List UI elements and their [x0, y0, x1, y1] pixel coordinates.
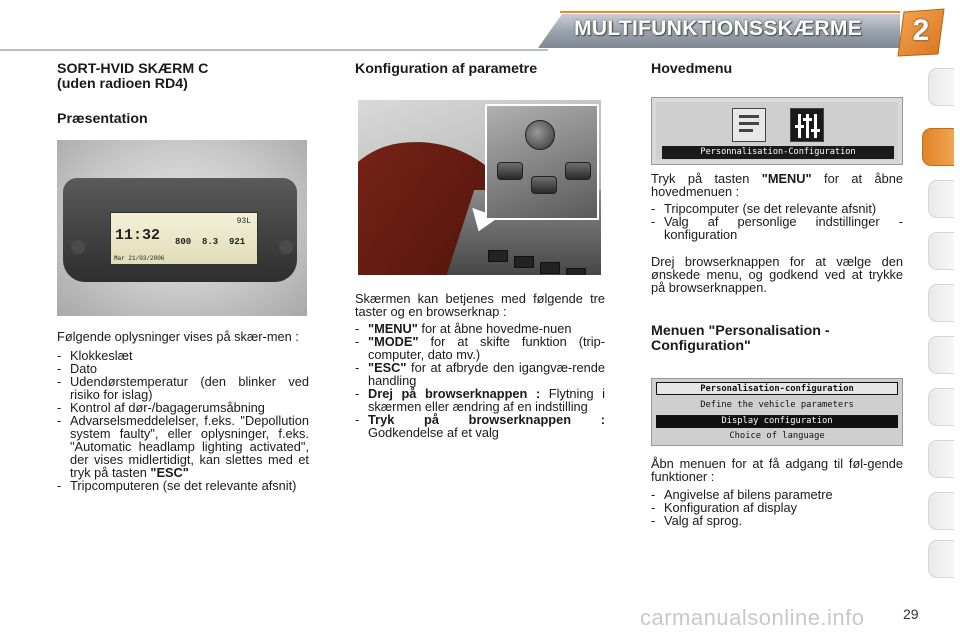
main-menu-turn-text: Drej browserknappen for at vælge den ønskede menu, og godkend ved at trykke på browserknappen. [651, 254, 903, 295]
list-item: - Udendørstemperatur (den blinker ved risiko for islag) [57, 375, 309, 401]
chapter-tab-8[interactable] [928, 440, 954, 478]
dashboard-left-knob [71, 240, 85, 254]
menu-button-icon [497, 162, 523, 180]
browser-knob-icon [525, 120, 555, 150]
control-buttons-photo [358, 100, 601, 275]
watermark-text: carmanualsonline.info [640, 605, 865, 630]
chapter-tab-6[interactable] [928, 336, 954, 374]
list-item: - "MENU" for at åbne hovedme-nuen [355, 322, 605, 335]
chapter-title: MULTIFUNKTIONSSKÆRME [574, 17, 862, 40]
console-switch [540, 262, 560, 274]
personalisation-list [651, 488, 903, 527]
lcd-config-title: Personalisation-configuration [656, 382, 898, 395]
presentation-list [57, 349, 309, 492]
personalisation-menu-icon [790, 108, 824, 142]
lcd-clock: 11:32 [115, 227, 161, 244]
subheading-presentation: Præsentation [57, 111, 148, 127]
esc-button-icon [565, 162, 591, 180]
presentation-intro: Følgende oplysninger vises på skær-men : [57, 329, 299, 344]
main-menu-caption: Personnalisation-Configuration [662, 146, 894, 159]
page-header [0, 0, 960, 60]
chapter-tab-2-active[interactable] [922, 128, 954, 166]
column-personalisation-body [651, 457, 903, 527]
list-item: - Dato [57, 362, 309, 375]
column-configuration [355, 62, 605, 77]
chapter-tabs [928, 68, 960, 578]
dashboard-lcd [110, 212, 258, 265]
control-buttons-closeup [485, 104, 599, 220]
column-main-menu-body [651, 172, 903, 354]
section-heading-main-menu: Hovedmenu [651, 61, 733, 77]
lcd-config-row: Define the vehicle parameters [700, 400, 854, 410]
list-item: - Valg af personlige indstillinger - konfiguration [651, 215, 903, 241]
lcd-config-row: Choice of language [729, 431, 825, 441]
mode-button-icon [531, 176, 557, 194]
main-menu-press-text: Tryk på tasten "MENU" for at åbne hovedmenuen : [651, 171, 903, 199]
column-configuration-body [355, 292, 605, 439]
chapter-tab-1[interactable] [928, 68, 954, 106]
list-item: - Drej på browserknappen : Flytning i skærmen eller ændring af en indstilling [355, 387, 605, 413]
column-screen-c [57, 62, 309, 127]
list-item: - Tryk på browserknappen : Godkendelse af et valg [355, 413, 605, 439]
trip-computer-menu-icon [732, 108, 766, 142]
console-switch [514, 256, 534, 268]
section-heading-screen-c: SORT-HVID SKÆRM C (uden radioen RD4) [57, 61, 209, 92]
list-item: - Tripcomputeren (se det relevante afsnit) [57, 479, 309, 492]
section-heading-configuration: Konfiguration af parametre [355, 61, 538, 77]
list-item: - Tripcomputer (se det relevante afsnit) [651, 202, 903, 215]
list-item: - Angivelse af bilens parametre [651, 488, 903, 501]
chapter-tab-10[interactable] [928, 540, 954, 578]
column-screen-c-body [57, 330, 309, 492]
list-item: - Klokkeslæt [57, 349, 309, 362]
console-switch [566, 268, 586, 275]
dashboard-display-photo [57, 140, 307, 316]
list-item: - Advarselsmeddelelser, f.eks. "Depollution system faulty", eller oplysninger, f.eks. "Automatic headlamp lighting activated", der vises midlertidigt, kan slettes med et tryk på tasten "ESC" [57, 414, 309, 479]
console-switch [488, 250, 508, 262]
chapter-tab-7[interactable] [928, 388, 954, 426]
main-menu-lcd-screen [656, 102, 898, 160]
lcd-trip-values: 800 8.3 921 [175, 237, 246, 247]
section-heading-personalisation: Menuen "Personalisation - Configuration" [651, 323, 830, 354]
dashboard-right-knob [279, 240, 293, 254]
page-number: 29 [903, 606, 919, 622]
main-menu-list [651, 202, 903, 241]
configuration-list [355, 322, 605, 439]
main-menu-lcd [651, 97, 903, 165]
list-item: - Valg af sprog. [651, 514, 903, 527]
chapter-tab-5[interactable] [928, 284, 954, 322]
configuration-intro: Skærmen kan betjenes med følgende tre taster og en browserknap : [355, 291, 605, 319]
chapter-number-badge: 2 [912, 14, 930, 47]
lcd-date: Mar 21/03/2006 [114, 255, 165, 262]
list-item: - "ESC" for at afbryde den igangvæ-rende handling [355, 361, 605, 387]
chapter-tab-4[interactable] [928, 232, 954, 270]
list-item: - Kontrol af dør-/bagagerumsåbning [57, 401, 309, 414]
list-item: - "MODE" for at skifte funktion (trip-computer, dato mv.) [355, 335, 605, 361]
column-main-menu [651, 62, 903, 77]
chapter-tab-9[interactable] [928, 492, 954, 530]
list-item: - Konfiguration af display [651, 501, 903, 514]
personalisation-open-text: Åbn menuen for at få adgang til føl-gende funktioner : [651, 456, 903, 484]
chapter-tab-3[interactable] [928, 180, 954, 218]
lcd-config-row-selected: Display configuration [656, 415, 898, 428]
personalisation-lcd [651, 378, 903, 446]
lcd-top-readout: 93L [236, 217, 251, 226]
